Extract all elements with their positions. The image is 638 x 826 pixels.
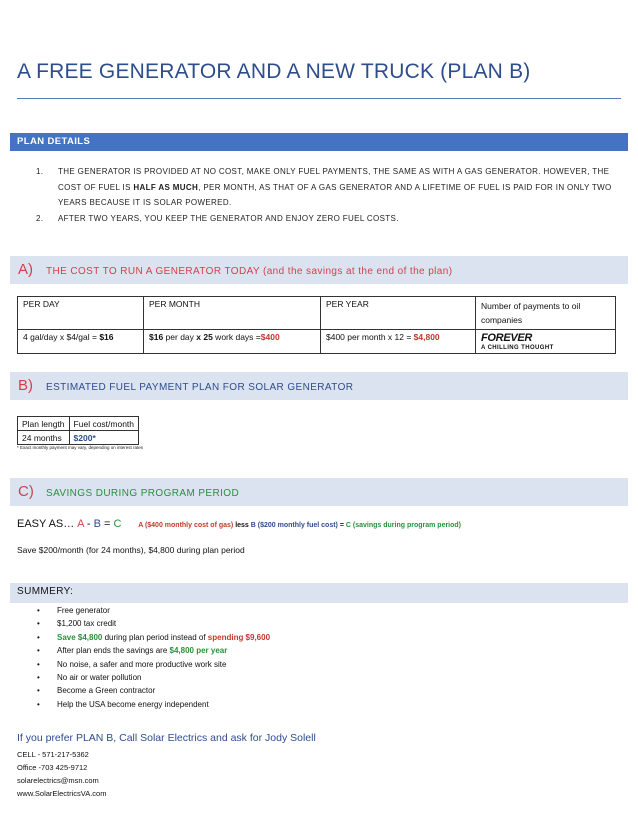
per-year-result: $4,800: [413, 332, 440, 342]
formula-b-detail: B ($200 monthly fuel cost): [250, 522, 338, 529]
formula-a: A: [77, 518, 84, 530]
bullet-icon: •: [37, 699, 40, 709]
per-month-result: $400: [260, 332, 280, 342]
formula-a-detail: A ($400 monthly cost of gas): [138, 522, 234, 529]
bullet-icon: •: [37, 686, 40, 696]
per-day-value: $16: [99, 332, 114, 342]
forever-text: FOREVER: [481, 332, 533, 344]
contact-block: [17, 748, 106, 800]
list-item-green: Save $4,800: [57, 632, 103, 642]
section-c-letter: C): [18, 483, 34, 500]
section-b-letter: B): [18, 377, 33, 394]
bullet-icon: •: [37, 619, 40, 629]
bullet-icon: •: [37, 646, 40, 656]
list-item-text: $1,200 tax credit: [57, 619, 117, 629]
section-c-header: [10, 478, 628, 506]
list-item: [37, 698, 270, 711]
plan-item-number: 1.: [36, 167, 44, 176]
easy-as-line: [17, 518, 461, 530]
bullet-icon: •: [37, 632, 40, 642]
formula-equals: =: [337, 522, 346, 529]
list-item: [37, 604, 270, 617]
plan-item-2: [36, 211, 616, 227]
plan-details-heading: PLAN DETAILS: [17, 136, 91, 147]
formula-b: B: [93, 518, 101, 530]
title-divider: [17, 98, 621, 99]
per-month-cell: [144, 330, 321, 354]
plan-item-text: THE GENERATOR IS PROVIDED AT NO COST, MAKE ONLY FUEL PAYMENTS, THE SAME AS WITH A GAS GENERATOR. HOWEVER, THE COST OF FUEL IS: [58, 167, 610, 192]
list-item: [37, 644, 270, 657]
list-item-text: No air or water pollution: [57, 673, 142, 683]
plan-item-number: 2.: [36, 213, 44, 223]
cost-table: [17, 296, 616, 354]
chilling-thought-text: A CHILLING THOUGHT: [481, 345, 554, 351]
plan-item-bold: HALF AS MUCH: [133, 182, 199, 192]
per-day-formula: 4 gal/day x $4/gal =: [23, 332, 100, 342]
table-header-cell: PER YEAR: [321, 297, 476, 330]
list-item-text: No noise, a safer and more productive work site: [57, 659, 227, 669]
plan-item-1: [36, 164, 616, 211]
fuel-plan-table: [17, 416, 139, 445]
section-a-letter: A): [18, 261, 33, 278]
bullet-icon: •: [37, 673, 40, 683]
table-row: [18, 330, 616, 354]
formula-less: less: [233, 522, 251, 529]
contact-heading: If you prefer PLAN B, Call Solar Electrics and ask for Jody Solell: [17, 732, 316, 744]
list-item-green: $4,800 per year: [169, 646, 228, 656]
fuel-cost-value: $200*: [69, 431, 138, 445]
table-header-row: [18, 297, 616, 330]
plan-length-header: Plan length: [18, 417, 70, 431]
formula-c-detail: C (savings during program period): [345, 522, 462, 529]
payments-cell: [476, 330, 616, 354]
section-a-heading: THE COST TO RUN A GENERATOR TODAY (and the savings at the end of the plan): [46, 266, 453, 277]
easy-as-label: EASY AS…: [17, 518, 75, 530]
plan-details-list: [36, 164, 616, 226]
savings-summary-line: Save $200/month (for 24 months), $4,800 during plan period: [17, 545, 245, 555]
list-item-text: After plan ends the savings are: [57, 646, 170, 656]
section-a-header: [10, 256, 628, 284]
bullet-icon: •: [37, 659, 40, 669]
formula-eq: =: [100, 518, 114, 530]
per-day-cell: [18, 330, 144, 354]
bullet-icon: •: [37, 606, 40, 615]
table-header-row: [18, 417, 139, 431]
table-header-cell: Number of payments to oil companies: [476, 297, 616, 330]
per-year-cell: [321, 330, 476, 354]
website-link[interactable]: www.SolarElectricsVA.com: [17, 789, 107, 798]
per-month-multiplier: x 25: [196, 332, 213, 342]
section-b-header: [10, 372, 628, 400]
table-header-cell: PER DAY: [18, 297, 144, 330]
list-item: [37, 631, 270, 644]
list-item: [37, 658, 270, 671]
fuel-cost-header: Fuel cost/month: [69, 417, 138, 431]
fuel-footnote: * Exact monthly payment may vary, depending on interest rates: [17, 445, 143, 450]
list-item: [37, 617, 270, 630]
list-item-text: Become a Green contractor: [57, 686, 156, 696]
per-year-formula: $400 per month x 12 =: [326, 332, 414, 342]
formula-c: C: [113, 518, 122, 530]
page-title: A FREE GENERATOR AND A NEW TRUCK (PLAN B): [17, 60, 531, 83]
plan-details-header: [10, 133, 628, 151]
table-header-cell: PER MONTH: [144, 297, 321, 330]
per-month-text: per day: [163, 332, 197, 342]
summary-heading: SUMMERY:: [17, 586, 74, 597]
office-phone: Office -703 425-9712: [17, 763, 88, 772]
list-item-red: spending $9,600: [207, 632, 271, 642]
cell-phone: CELL - 571-217-5362: [17, 750, 89, 759]
list-item: [37, 684, 270, 697]
section-b-heading: ESTIMATED FUEL PAYMENT PLAN FOR SOLAR GENERATOR: [46, 382, 354, 393]
summary-list: [37, 604, 270, 711]
list-item: [37, 671, 270, 684]
list-item-text: Free generator: [57, 606, 110, 615]
plan-item-text-after: , PER MONTH, AS THAT OF A GAS GENERATOR AND A LIFETIME OF FUEL IS PAID FOR IN ONLY TWO YEARS BECAUSE IT IS SOLAR POWERED.: [58, 182, 612, 207]
summary-header: [10, 583, 628, 603]
table-row: [18, 431, 139, 445]
section-c-heading: SAVINGS DURING PROGRAM PERIOD: [46, 488, 240, 499]
list-item-text: during plan period instead of: [102, 632, 208, 642]
plan-item-text: AFTER TWO YEARS, YOU KEEP THE GENERATOR AND ENJOY ZERO FUEL COSTS.: [58, 213, 399, 223]
plan-length-value: 24 months: [18, 431, 70, 445]
formula-dash: -: [83, 518, 94, 530]
email-link[interactable]: solarelectrics@msn.com: [17, 776, 99, 785]
list-item-text: Help the USA become energy independent: [57, 699, 209, 709]
per-month-text-2: work days =: [212, 332, 261, 342]
per-month-rate: $16: [149, 332, 164, 342]
